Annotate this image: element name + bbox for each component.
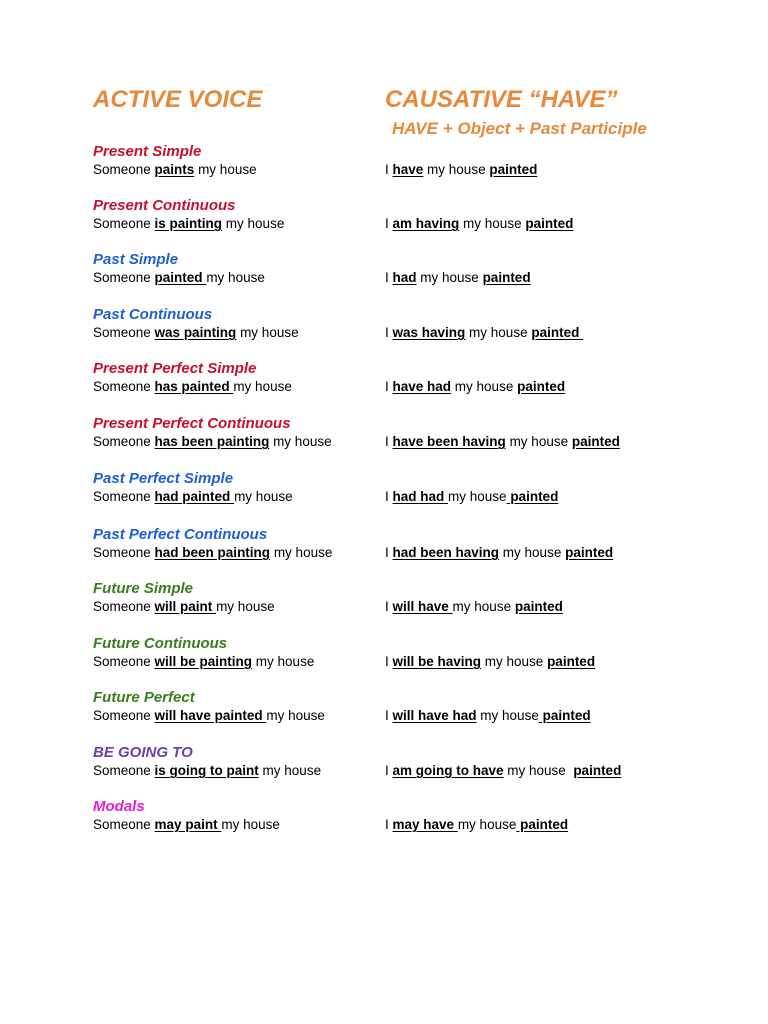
tense-entry — [0, 744, 768, 788]
causative-verb: will be having — [392, 654, 482, 669]
causative-verb: was having — [392, 325, 466, 340]
tense-entry — [0, 251, 768, 295]
active-subject: Someone — [93, 599, 155, 614]
active-object: my house — [221, 817, 280, 832]
active-example — [93, 654, 314, 669]
causative-object: my house — [459, 216, 526, 231]
active-example — [93, 216, 284, 231]
active-object: my house — [258, 763, 322, 778]
causative-example — [385, 545, 613, 560]
active-object: my house — [234, 489, 293, 504]
causative-object: my house — [476, 708, 539, 723]
causative-object: my house — [505, 434, 572, 449]
past-participle: painted — [571, 434, 620, 449]
active-subject: Someone — [93, 162, 155, 177]
causative-verb: am going to have — [392, 763, 504, 778]
causative-subject: I — [385, 325, 393, 340]
past-participle: painted — [506, 489, 559, 504]
active-subject: Someone — [93, 216, 155, 231]
causative-object: my house — [481, 654, 548, 669]
active-example — [93, 434, 332, 449]
active-example — [93, 599, 275, 614]
tense-entry — [0, 798, 768, 842]
active-verb: has been painting — [154, 434, 270, 449]
causative-subject: I — [385, 599, 393, 614]
active-object: my house — [269, 434, 332, 449]
causative-object: my house — [452, 599, 515, 614]
causative-subject: I — [385, 708, 393, 723]
tense-label: Past Perfect Continuous — [93, 526, 268, 543]
tense-label: BE GOING TO — [93, 744, 193, 761]
tense-label: Future Perfect — [93, 689, 195, 706]
active-verb: was painting — [154, 325, 237, 340]
causative-verb: had — [392, 270, 417, 285]
past-participle: painted — [516, 817, 569, 832]
active-example — [93, 270, 265, 285]
causative-verb: have had — [392, 379, 452, 394]
causative-example — [385, 763, 621, 778]
active-verb: will be painting — [154, 654, 253, 669]
causative-verb: have been having — [392, 434, 506, 449]
active-example — [93, 379, 292, 394]
past-participle: painted — [489, 162, 538, 177]
active-verb: paints — [154, 162, 195, 177]
active-subject: Someone — [93, 270, 155, 285]
active-verb: has painted — [154, 379, 234, 394]
active-subject: Someone — [93, 489, 155, 504]
causative-object: my house — [423, 162, 490, 177]
active-object: my house — [252, 654, 315, 669]
causative-subject: I — [385, 654, 393, 669]
active-subject: Someone — [93, 654, 155, 669]
past-participle: painted — [573, 763, 622, 778]
causative-example — [385, 270, 531, 285]
tense-entry — [0, 689, 768, 733]
tense-entry — [0, 635, 768, 679]
causative-example — [385, 162, 537, 177]
active-voice-heading: ACTIVE VOICE — [93, 86, 263, 113]
tense-label: Past Perfect Simple — [93, 470, 234, 487]
causative-verb: will have — [392, 599, 453, 614]
tense-label: Future Continuous — [93, 635, 228, 652]
active-example — [93, 763, 321, 778]
causative-example — [385, 216, 573, 231]
tense-label: Past Simple — [93, 251, 179, 268]
active-object: my house — [206, 270, 265, 285]
tense-entry — [0, 143, 768, 187]
causative-verb: had had — [392, 489, 449, 504]
active-object: my house — [216, 599, 275, 614]
active-subject: Someone — [93, 763, 155, 778]
causative-subject: I — [385, 379, 393, 394]
active-verb: is painting — [154, 216, 223, 231]
active-example — [93, 545, 332, 560]
active-object: my house — [236, 325, 299, 340]
causative-have-heading: CAUSATIVE “HAVE” — [385, 86, 618, 113]
active-subject: Someone — [93, 545, 155, 560]
causative-subject: I — [385, 489, 393, 504]
active-example — [93, 708, 325, 723]
tense-label: Present Perfect Simple — [93, 360, 257, 377]
active-object: my house — [222, 216, 285, 231]
causative-example — [385, 379, 565, 394]
active-verb: painted — [154, 270, 207, 285]
causative-verb: had been having — [392, 545, 500, 560]
causative-subject: I — [385, 434, 393, 449]
causative-subject: I — [385, 162, 393, 177]
tense-entry — [0, 360, 768, 404]
tense-entry — [0, 470, 768, 514]
causative-subject: I — [385, 545, 393, 560]
active-subject: Someone — [93, 434, 155, 449]
past-participle: painted — [525, 216, 574, 231]
causative-formula: HAVE + Object + Past Participle — [392, 119, 647, 138]
past-participle: painted — [514, 599, 563, 614]
past-participle: painted — [531, 325, 584, 340]
past-participle: painted — [565, 545, 614, 560]
tense-entry — [0, 526, 768, 570]
active-object: my house — [194, 162, 257, 177]
causative-example — [385, 434, 620, 449]
tense-label: Modals — [93, 798, 145, 815]
causative-verb: will have had — [392, 708, 477, 723]
active-example — [93, 162, 257, 177]
past-participle: painted — [482, 270, 531, 285]
causative-verb: may have — [392, 817, 458, 832]
tense-entry — [0, 306, 768, 350]
causative-example — [385, 489, 558, 504]
causative-subject: I — [385, 216, 393, 231]
causative-object: my house — [465, 325, 532, 340]
causative-object: my house — [416, 270, 483, 285]
causative-example — [385, 325, 583, 340]
causative-object: my house — [503, 763, 574, 778]
tense-entry — [0, 580, 768, 624]
active-subject: Someone — [93, 379, 155, 394]
active-subject: Someone — [93, 817, 155, 832]
past-participle: painted — [547, 654, 596, 669]
active-subject: Someone — [93, 325, 155, 340]
tense-label: Present Perfect Continuous — [93, 415, 291, 432]
active-verb: had painted — [154, 489, 235, 504]
tense-label: Present Continuous — [93, 197, 236, 214]
tense-entry — [0, 415, 768, 459]
active-object: my house — [270, 545, 333, 560]
active-subject: Someone — [93, 708, 155, 723]
causative-verb: have — [392, 162, 424, 177]
causative-subject: I — [385, 270, 393, 285]
active-object: my house — [233, 379, 292, 394]
active-verb: will have painted — [154, 708, 267, 723]
causative-object: my house — [499, 545, 566, 560]
causative-example — [385, 817, 568, 832]
causative-subject: I — [385, 817, 393, 832]
active-example — [93, 817, 280, 832]
tense-entry — [0, 197, 768, 241]
active-verb: will paint — [154, 599, 217, 614]
past-participle: painted — [517, 379, 566, 394]
causative-object: my house — [448, 489, 507, 504]
causative-object: my house — [457, 817, 517, 832]
active-example — [93, 325, 299, 340]
active-verb: is going to paint — [154, 763, 259, 778]
tense-label: Past Continuous — [93, 306, 213, 323]
past-participle: painted — [538, 708, 591, 723]
causative-example — [385, 654, 595, 669]
causative-object: my house — [451, 379, 518, 394]
causative-verb: am having — [392, 216, 460, 231]
active-example — [93, 489, 293, 504]
tense-label: Future Simple — [93, 580, 194, 597]
causative-subject: I — [385, 763, 393, 778]
active-verb: may paint — [154, 817, 222, 832]
active-object: my house — [266, 708, 325, 723]
causative-example — [385, 708, 591, 723]
causative-example — [385, 599, 563, 614]
active-verb: had been painting — [154, 545, 271, 560]
tense-label: Present Simple — [93, 143, 202, 160]
